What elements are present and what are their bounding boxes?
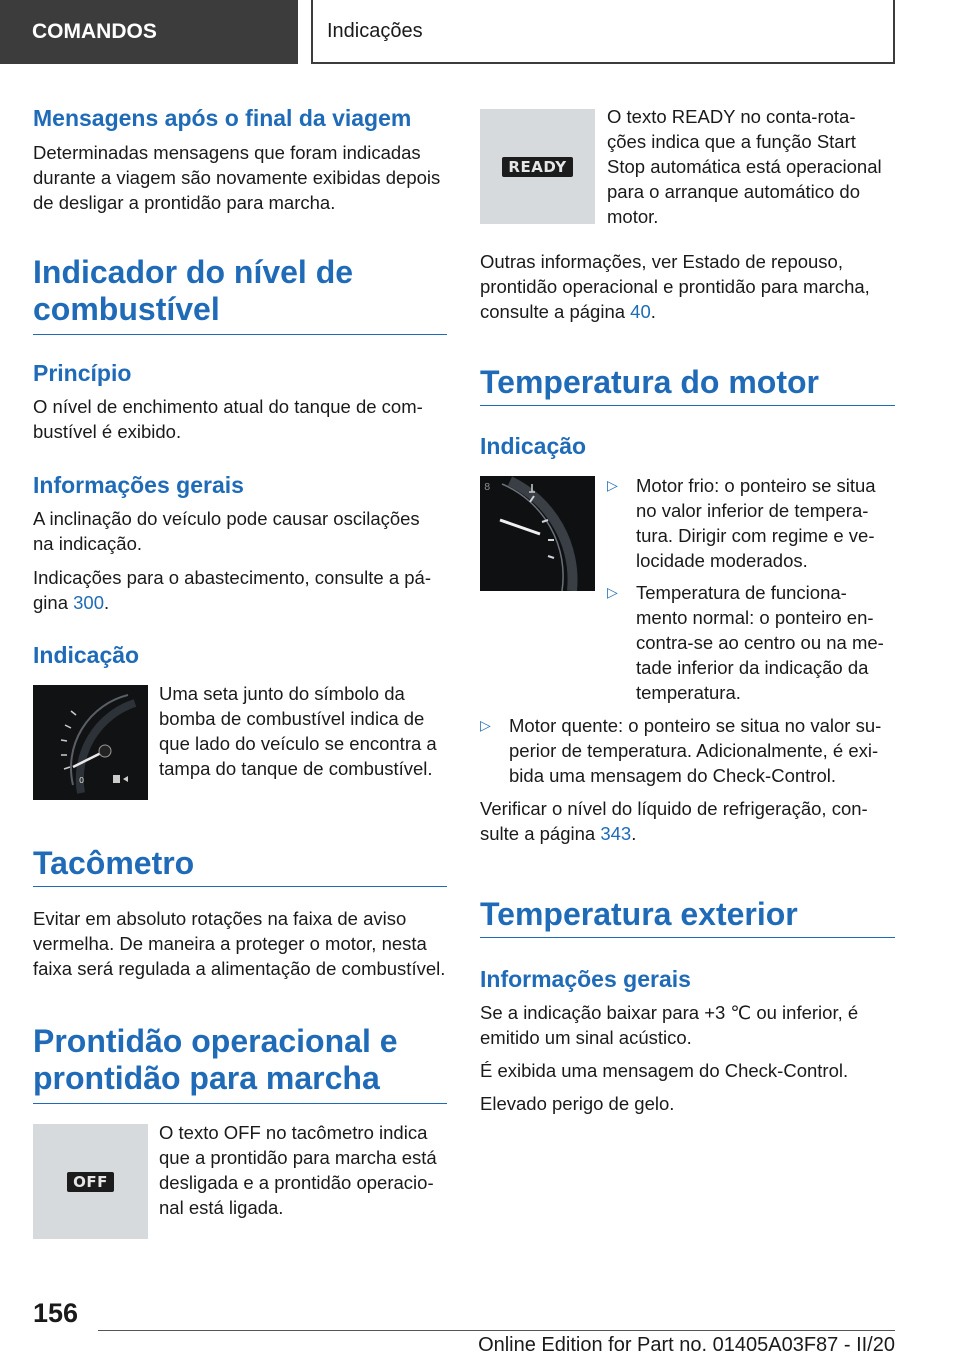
text-line: na indicação.	[33, 533, 143, 554]
ready-indicator-image	[480, 109, 595, 224]
text-span: .	[631, 823, 637, 844]
text-line: mento normal: o ponteiro en‐	[636, 607, 874, 628]
text-line: Motor quente: o ponteiro se situa no valor su‐	[509, 715, 882, 736]
text-line: de desligar a prontidão para marcha.	[33, 192, 336, 213]
text-line: O texto OFF no tacômetro indica	[159, 1122, 428, 1143]
text-line: prontidão operacional e prontidão para marcha,	[480, 276, 870, 297]
edition-note: Online Edition for Part no. 01405A03F87 - II/20	[478, 1334, 895, 1356]
chapter-title: Indicações	[327, 19, 423, 42]
text-line: desligada e a prontidão operacio‐	[159, 1172, 434, 1193]
section-tab	[0, 0, 298, 64]
svg-text:8: 8	[484, 482, 491, 493]
check-control-paragraph: É exibida uma mensagem do Check-Control.	[480, 1060, 849, 1081]
page-link-343[interactable]: 343	[600, 823, 632, 844]
text-line	[33, 590, 431, 615]
text-line: Temperatura de funciona‐	[636, 582, 847, 603]
gelo-paragraph: Elevado perigo de gelo.	[480, 1093, 675, 1114]
text-line: A inclinação do veículo pode causar oscilações	[33, 508, 420, 529]
ready-paragraph	[607, 104, 882, 229]
text-line: que lado do veículo se encontra a	[159, 733, 437, 754]
text-line: durante a viagem são novamente exibidas depois	[33, 167, 441, 188]
text-line: contra-se ao centro ou na me‐	[636, 632, 884, 653]
text-line: perior de temperatura. Adicionalmente, é exi‐	[509, 740, 879, 761]
text-line: emitido um sinal acústico.	[480, 1027, 692, 1048]
text-span: consulte a página	[480, 301, 631, 322]
text-line: tade inferior da indicação da	[636, 657, 869, 678]
heading-line: combustível	[33, 291, 220, 327]
text-line: bida uma mensagem do Check-Control.	[509, 765, 836, 786]
text-span: .	[650, 301, 656, 322]
engine-temp-gauge-image	[480, 476, 595, 591]
text-line: vermelha. De maneira a proteger o motor, nesta	[33, 933, 427, 954]
fuel-gauge-image	[33, 685, 148, 800]
info-gerais-paragraph	[33, 506, 420, 556]
text-line	[480, 299, 870, 324]
text-line: Stop automática está operacional	[607, 156, 882, 177]
section-title: COMANDOS	[32, 20, 157, 43]
exterior-temp-heading: Temperatura exterior	[480, 896, 895, 938]
off-indicator-image	[33, 1124, 148, 1239]
text-line: ções indica que a função Start	[607, 131, 856, 152]
principio-heading: Princípio	[33, 360, 132, 386]
text-line: Determinadas mensagens que foram indicadas	[33, 142, 421, 163]
bullet-text	[509, 713, 881, 788]
fuel-level-heading	[33, 254, 447, 335]
text-line: nal está ligada.	[159, 1197, 284, 1218]
page-number: 156	[33, 1298, 79, 1328]
text-line: Uma seta junto do símbolo da	[159, 683, 405, 704]
mensagens-paragraph	[33, 140, 440, 215]
heading-line: prontidão para marcha	[33, 1060, 380, 1096]
text-line: temperatura.	[636, 682, 741, 703]
chapter-tab	[311, 0, 895, 64]
verificar-paragraph	[480, 796, 868, 846]
text-line: tura. Dirigir com regime e ve‐	[636, 525, 875, 546]
text-line: Verificar o nível do líquido de refrigeração, con‐	[480, 798, 868, 819]
text-span: .	[104, 592, 110, 613]
ext-info-paragraph	[480, 1000, 858, 1050]
off-label: OFF	[67, 1172, 114, 1192]
heading-line: Indicador do nível de	[33, 254, 354, 290]
text-span: gina	[33, 592, 74, 613]
svg-text:0: 0	[79, 776, 85, 785]
temp-indicacao-heading: Indicação	[480, 433, 587, 459]
triangle-bullet-icon: ▷	[607, 584, 618, 600]
engine-temp-heading: Temperatura do motor	[480, 364, 895, 406]
text-line: no valor inferior de tempera‐	[636, 500, 869, 521]
text-line: bomba de combustível indica de	[159, 708, 425, 729]
abastecimento-paragraph	[33, 565, 431, 615]
info-gerais-heading: Informações gerais	[33, 472, 244, 498]
page-link-300[interactable]: 300	[73, 592, 104, 613]
text-line: Motor frio: o ponteiro se situa	[636, 475, 876, 496]
heading-line: Prontidão operacional e	[33, 1023, 398, 1059]
text-line	[480, 821, 868, 846]
bullet-text	[636, 580, 884, 705]
text-line: Evitar em absoluto rotações na faixa de aviso	[33, 908, 407, 929]
text-line: faixa será regulada a alimentação de combustível.	[33, 958, 446, 979]
prontidao-heading	[33, 1023, 447, 1104]
off-paragraph	[159, 1120, 437, 1220]
text-line: locidade moderados.	[636, 550, 808, 571]
text-line: que a prontidão para marcha está	[159, 1147, 437, 1168]
triangle-bullet-icon: ▷	[480, 717, 491, 733]
indicacao-heading: Indicação	[33, 642, 140, 668]
footer-divider	[98, 1330, 895, 1331]
text-line: O texto READY no conta-rota‐	[607, 106, 856, 127]
triangle-bullet-icon: ▷	[607, 477, 618, 493]
text-line: Outras informações, ver Estado de repouso,	[480, 251, 843, 272]
text-line: Se a indicação baixar para +3 ℃ ou inferior, é	[480, 1002, 859, 1023]
text-line: para o arranque automático do	[607, 181, 861, 202]
indicacao-paragraph	[159, 681, 437, 781]
principio-paragraph	[33, 394, 423, 444]
text-line: bustível é exibido.	[33, 421, 182, 442]
page-link-40[interactable]: 40	[630, 301, 651, 322]
mensagens-heading: Mensagens após o final da viagem	[33, 105, 412, 131]
text-line: Indicações para o abastecimento, consulte a pá‐	[33, 567, 431, 588]
bullet-text	[636, 473, 876, 573]
tacometro-heading: Tacômetro	[33, 845, 447, 887]
outras-paragraph	[480, 249, 870, 324]
text-span: sulte a página	[480, 823, 601, 844]
tacometro-paragraph	[33, 906, 445, 981]
ext-info-heading: Informações gerais	[480, 966, 691, 992]
ready-label: READY	[502, 157, 572, 177]
text-line: O nível de enchimento atual do tanque de com‐	[33, 396, 423, 417]
text-line: motor.	[607, 206, 659, 227]
text-line: tampa do tanque de combustível.	[159, 758, 433, 779]
